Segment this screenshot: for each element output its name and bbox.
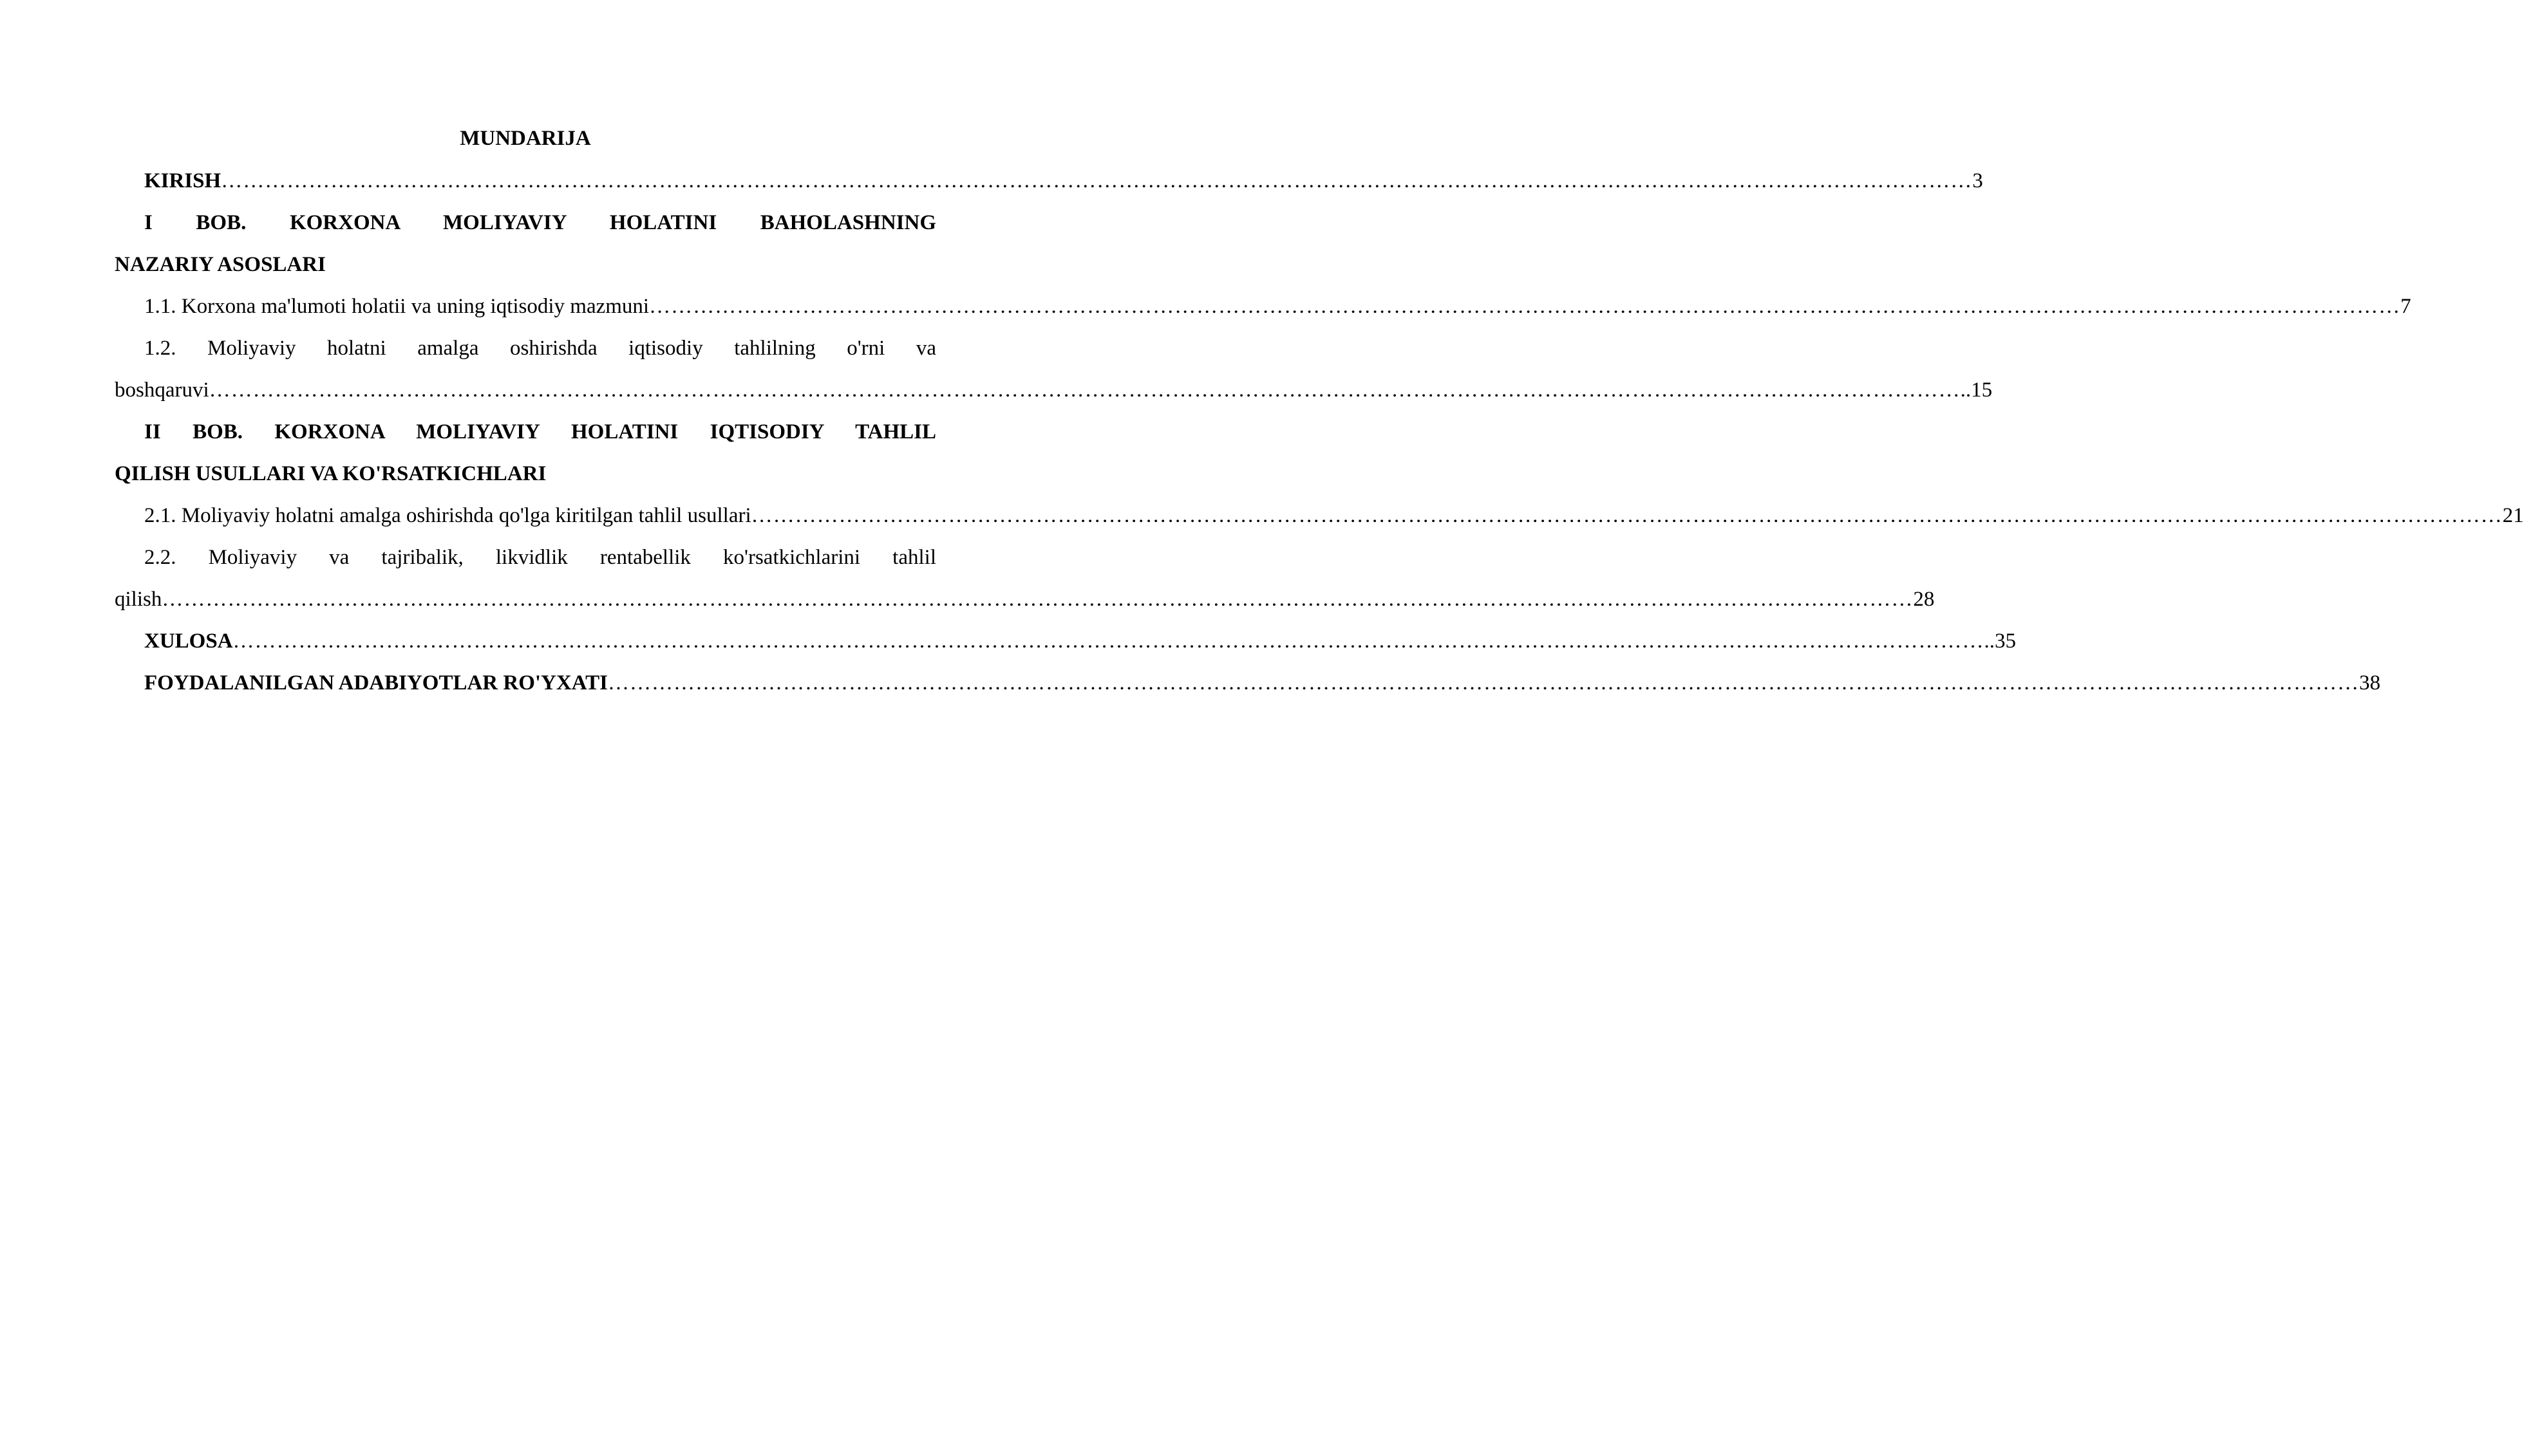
toc-chapter-2-line1: II BOB. KORXONA MOLIYAVIY HOLATINI IQTISODIY TAHLIL [144,420,936,443]
toc-entry-kirish [115,165,1983,197]
toc-leader-dots: …………………………………………………………………………………………………………………………………………………………………………………………………………………… [649,295,2401,318]
toc-entry-1-2-line1: 1.2. Moliyaviy holatni amalga oshirishda iqtisodiy tahlilning o'rni va [144,337,936,360]
toc-chapter-1-line1: I BOB. KORXONA MOLIYAVIY HOLATINI BAHOLASHNING [144,211,936,234]
toc-page-number: ..35 [1984,630,2017,653]
toc-entry-2-1 [115,499,2524,532]
toc-entry-2-2-line1: 2.2. Moliyaviy va tajribalik, likvidlik rentabellik ko'rsatkichlarini tahlil [144,546,936,569]
toc-leader-dots: …………………………………………………………………………………………………………………………………………………………………………………………………………………… [221,169,1973,192]
toc-page-number: 21 [2502,504,2524,527]
toc-leader-dots: …………………………………………………………………………………………………………………………………………………………………………………………………………………… [209,378,1961,402]
toc-entry-label: 2.1. Moliyaviy holatni amalga oshirishda qo'lga kiritilgan tahlil usullari [144,504,751,527]
toc-leader-dots: …………………………………………………………………………………………………………………………………………………………………………………………………………………… [232,630,1984,653]
toc-chapter-2-line2: QILISH USULLARI VA KO'RSATKICHLARI [115,462,547,485]
toc-entry-adabiyotlar [115,667,2380,699]
toc-entry-label: FOYDALANILGAN ADABIYOTLAR RO'YXATI [144,671,608,695]
toc-entry-label: KIRISH [144,169,221,192]
toc-entry-2-2-line2 [115,583,1935,615]
toc-page-number: 28 [1913,588,1935,611]
toc-page-number: 7 [2400,295,2411,318]
toc-entry-label: 1.1. Korxona ma'lumoti holatii va uning iqtisodiy mazmuni [144,295,650,318]
toc-page-number: 3 [1972,169,1983,192]
toc-leader-dots: …………………………………………………………………………………………………………………………………………………………………………………………………………………… [162,588,1914,611]
toc-entry-1-2-line2 [115,374,1993,406]
toc-title: MUNDARIJA [460,127,591,150]
toc-chapter-1-line2: NAZARIY ASOSLARI [115,253,326,276]
toc-leader-dots: …………………………………………………………………………………………………………………………………………………………………………………………………………………… [607,671,2359,695]
toc-page-number: 38 [2359,671,2380,695]
toc-entry-xulosa [115,625,2017,657]
toc-entry-1-1 [115,290,2411,322]
toc-entry-label: boshqaruvi [115,378,209,402]
toc-leader-dots: …………………………………………………………………………………………………………………………………………………………………………………………………………………… [751,504,2503,527]
toc-entry-label: XULOSA [144,630,233,653]
toc-page-number: ..15 [1960,378,1993,402]
toc-entry-label: qilish [115,588,162,611]
